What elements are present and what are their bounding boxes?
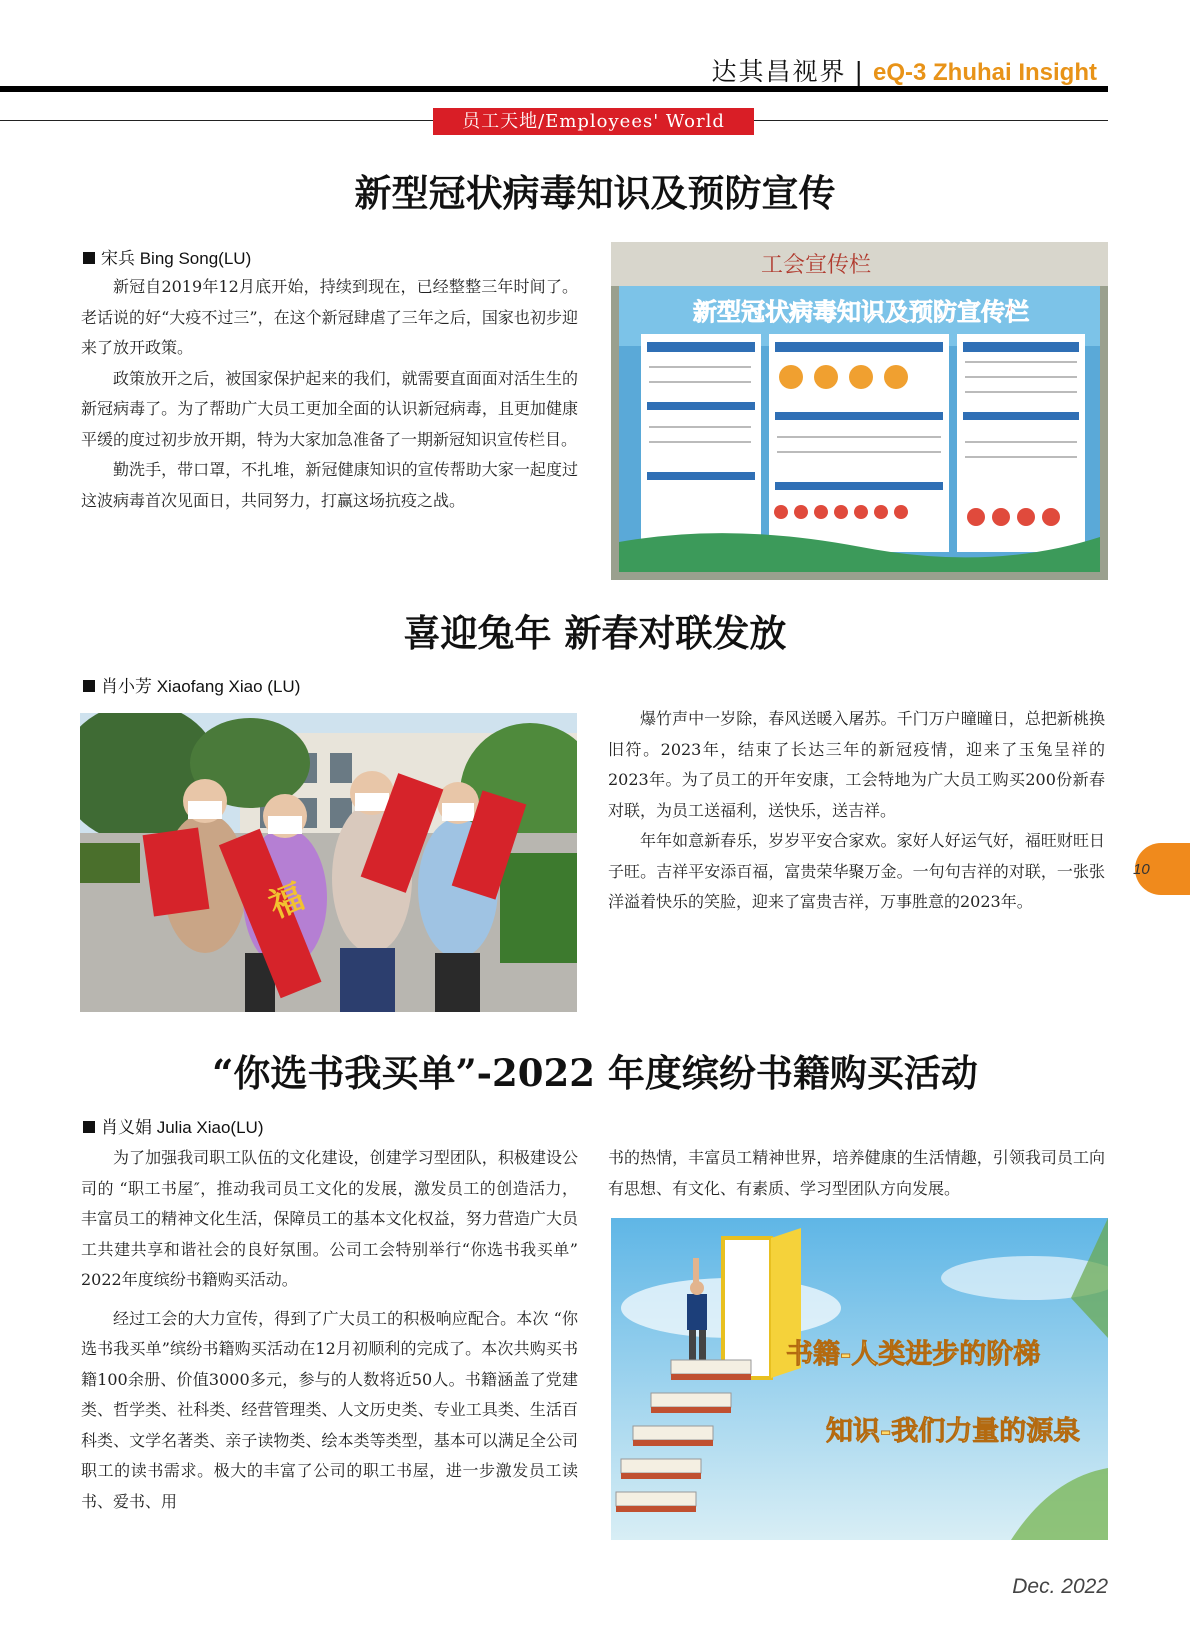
poster-title: 新型冠状病毒知识及预防宣传栏: [693, 298, 1029, 326]
byline-bullet-icon: [83, 252, 95, 264]
board-top-text: 工会宣传栏: [761, 253, 872, 278]
page-number: 10: [1133, 861, 1150, 878]
magazine-title-cn: 达其昌视界: [711, 57, 847, 86]
books-staircase-photo: [611, 1218, 1108, 1540]
article2-author: 肖小芳 Xiaofang Xiao (LU): [101, 677, 301, 696]
book-slogan-line1: 书籍-人类进步的阶梯: [786, 1339, 1041, 1370]
magazine-header: [712, 52, 1097, 88]
couplet-character: 福: [263, 876, 310, 927]
article1-paragraph: 勤洗手，带口罩，不扎堆，新冠健康知识的宣传帮助大家一起度过这波病毒首次见面日，共同努力，打赢这场抗疫之战。: [81, 460, 578, 510]
article1-author: 宋兵 Bing Song(LU): [101, 249, 252, 268]
book-slogan-line2: 知识-我们力量的源泉: [826, 1416, 1081, 1447]
section-tag: 员工天地/Employees' World: [433, 108, 754, 135]
article1-body: [81, 272, 578, 516]
header-rule-thick: [0, 86, 1108, 92]
article1-paragraph: 政策放开之后，被国家保护起来的我们，就需要直面面对活生生的新冠病毒了。为了帮助广大员工更加全面的认识新冠病毒，且更加健康平缓的度过初步放开期，特为大家加急准备了一期新冠知识宣传栏目。: [81, 368, 578, 449]
byline-bullet-icon: [83, 680, 95, 692]
article3-paragraph: 为了加强我司职工队伍的文化建设，创建学习型团队，积极建设公司的 “职工书屋″，推动我司员工文化的发展，激发员工的创造活力，丰富员工的精神文化生活，保障员工的基本文化权益，努力营造广大员工共建共享和谐社会的良好氛围。公司工会特别举行“你选书我买单” 2022年度缤纷书籍购买活动。: [81, 1148, 578, 1289]
article3-title: “你选书我买单”-2022 年度缤纷书籍购买活动: [212, 1051, 978, 1095]
bulletin-board-photo: [611, 242, 1108, 580]
article2-body: [608, 704, 1105, 918]
magazine-title-en: eQ-3 Zhuhai Insight: [872, 59, 1097, 86]
couplets-photo: [80, 713, 577, 1012]
article2-paragraph: 爆竹声中一岁除，春风送暖入屠苏。千门万户曈曈日，总把新桃换旧符。2023年，结束了长达三年的新冠疫情，迎来了玉兔呈祥的2023年。为了员工的开年安康，工会特地为广大员工购买200份新春对联，为员工送福利，送快乐，送吉祥。: [608, 709, 1105, 820]
header-separator: |: [854, 57, 865, 86]
article3-body-right: [608, 1143, 1105, 1204]
article3-paragraph-continued: 书的热情，丰富员工精神世界，培养健康的生活情趣，引领我司员工向有思想、有文化、有素质、学习型团队方向发展。: [608, 1148, 1105, 1198]
article2-byline: [83, 672, 300, 697]
article3-body-left: [81, 1143, 578, 1517]
article1-byline: [83, 244, 251, 269]
article3-author: 肖义娟 Julia Xiao(LU): [101, 1118, 264, 1137]
byline-bullet-icon: [83, 1121, 95, 1133]
article1-paragraph: 新冠自2019年12月底开始，持续到现在，已经整整三年时间了。老话说的好“大疫不过三”，在这个新冠肆虐了三年之后，国家也初步迎来了放开政策。: [81, 277, 578, 357]
footer-date: Dec. 2022: [1012, 1575, 1108, 1598]
article1-title: 新型冠状病毒知识及预防宣传: [354, 171, 836, 215]
article2-paragraph: 年年如意新春乐，岁岁平安合家欢。家好人好运气好，福旺财旺日子旺。吉祥平安添百福，富贵荣华聚万金。一句句吉祥的对联，一张张洋溢着快乐的笑脸，迎来了富贵吉祥，万事胜意的2023年。: [608, 831, 1105, 911]
article2-title: 喜迎兔年 新春对联发放: [403, 611, 787, 655]
article3-byline: [83, 1113, 264, 1138]
article3-paragraph: 经过工会的大力宣传，得到了广大员工的积极响应配合。本次 “你选书我买单”缤纷书籍购买活动在12月初顺利的完成了。本次共购买书籍100余册、价值3000多元，参与的人数将近50人。书籍涵盖了党建类、哲学类、社科类、经营管理类、人文历史类、专业工具类、生活百科类、文学名著类、亲子读物类、绘本类等类型，基本可以满足全公司职工的读书需求。极大的丰富了公司的职工书屋，进一步激发员工读书、爱书、用: [81, 1308, 578, 1511]
